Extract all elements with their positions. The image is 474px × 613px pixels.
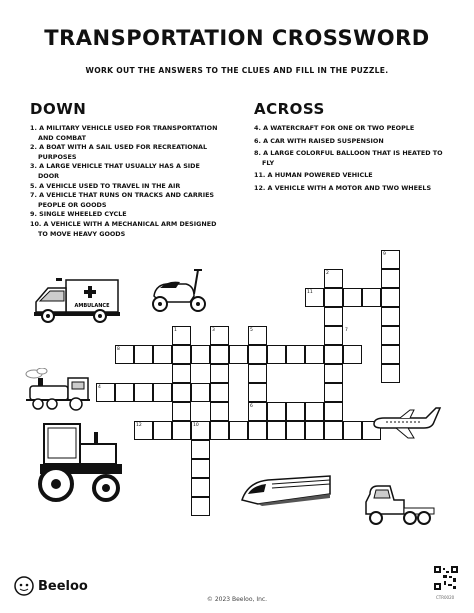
- crossword-cell[interactable]: [248, 383, 267, 402]
- crossword-cell[interactable]: [229, 345, 248, 364]
- across-heading: ACROSS: [254, 100, 325, 118]
- crossword-cell[interactable]: [267, 421, 286, 440]
- scooter-icon: [146, 266, 214, 316]
- clue-number: 8: [117, 347, 120, 352]
- crossword-cell[interactable]: [381, 364, 400, 383]
- crossword-cell[interactable]: [115, 383, 134, 402]
- crossword-cell[interactable]: [286, 421, 305, 440]
- across-clues: [254, 100, 454, 197]
- crossword-cell[interactable]: [191, 383, 210, 402]
- crossword-cell[interactable]: [305, 421, 324, 440]
- crossword-cell[interactable]: [229, 421, 248, 440]
- truck-icon: [356, 480, 436, 528]
- crossword-cell[interactable]: [324, 383, 343, 402]
- crossword-cell[interactable]: [343, 345, 362, 364]
- crossword-cell[interactable]: [324, 345, 343, 364]
- crossword-cell[interactable]: [172, 402, 191, 421]
- down-clues: [30, 100, 220, 239]
- page-title: TRANSPORTATION CROSSWORD: [44, 26, 430, 50]
- crossword-cell[interactable]: [172, 421, 191, 440]
- crossword-cell[interactable]: [210, 402, 229, 421]
- crossword-cell[interactable]: [381, 288, 400, 307]
- down-clue: 1. A MILITARY VEHICLE USED FOR TRANSPORTATION AND COMBAT: [30, 124, 218, 142]
- crossword-cell[interactable]: [172, 364, 191, 383]
- crossword-cell[interactable]: [210, 383, 229, 402]
- down-clue: 10. A VEHICLE WITH A MECHANICAL ARM DESIGNED TO MOVE HEAVY GOODS: [30, 219, 217, 238]
- airplane-icon: [370, 404, 442, 440]
- across-clue: 4. A WATERCRAFT FOR ONE OR TWO PEOPLE: [254, 124, 415, 132]
- crossword-cell[interactable]: [267, 402, 286, 421]
- across-clue: 11. A HUMAN POWERED VEHICLE: [254, 171, 373, 180]
- ambulance-label: AMBULANCE: [74, 303, 110, 309]
- crossword-cell[interactable]: [305, 345, 324, 364]
- down-clue: 2. A BOAT WITH A SAIL USED FOR RECREATIONAL PURPOSES: [30, 143, 208, 161]
- crossword-cell[interactable]: [191, 440, 210, 459]
- crossword-cell[interactable]: [343, 421, 362, 440]
- crossword-cell[interactable]: [191, 459, 210, 478]
- crossword-cell[interactable]: [324, 402, 343, 421]
- bullet-train-icon: [238, 474, 332, 508]
- clue-number: 12: [136, 423, 142, 428]
- clue-number: 2: [326, 271, 329, 276]
- crossword-cell[interactable]: [267, 345, 286, 364]
- crossword-cell[interactable]: [324, 364, 343, 383]
- clue-number: 6: [250, 404, 253, 409]
- crossword-cell[interactable]: [210, 345, 229, 364]
- train-icon: [22, 368, 94, 412]
- across-clue: 12. A VEHICLE WITH A MOTOR AND TWO WHEELS: [254, 183, 432, 192]
- clue-number: 1: [174, 328, 177, 333]
- clue-number: 7: [345, 328, 348, 333]
- crossword-cell[interactable]: [324, 288, 343, 307]
- down-clue: 5. A VEHICLE USED TO TRAVEL IN THE AIR: [30, 181, 181, 190]
- down-clue: 9. SINGLE WHEELED CYCLE: [30, 210, 127, 219]
- crossword-cell[interactable]: [153, 421, 172, 440]
- crossword-cell[interactable]: [381, 269, 400, 288]
- ambulance-icon: [26, 276, 122, 324]
- crossword-cell[interactable]: [210, 421, 229, 440]
- clue-number: 5: [250, 328, 253, 333]
- crossword-cell[interactable]: [210, 364, 229, 383]
- tractor-icon: [34, 422, 126, 502]
- bee-icon: [14, 576, 34, 596]
- copyright: © 2023 Beeloo, Inc.: [206, 596, 268, 603]
- crossword-cell[interactable]: [153, 345, 172, 364]
- crossword-cell[interactable]: [286, 402, 305, 421]
- clue-number: 10: [193, 423, 199, 428]
- crossword-cell[interactable]: [191, 478, 210, 497]
- crossword-cell[interactable]: [191, 345, 210, 364]
- crossword-cell[interactable]: [134, 345, 153, 364]
- qr-code-icon: [434, 566, 458, 590]
- across-clue: 8. A LARGE COLORFUL BALLOON THAT IS HEATED TO FLY: [254, 149, 443, 167]
- crossword-cell[interactable]: [153, 383, 172, 402]
- crossword-cell[interactable]: [324, 421, 343, 440]
- crossword-cell[interactable]: [248, 421, 267, 440]
- crossword-cell[interactable]: [381, 307, 400, 326]
- brand-name: Beeloo: [38, 578, 88, 594]
- down-heading: DOWN: [30, 100, 87, 118]
- crossword-cell[interactable]: [362, 288, 381, 307]
- crossword-cell[interactable]: [305, 402, 324, 421]
- crossword-cell[interactable]: [324, 326, 343, 345]
- down-clue: 7. A VEHICLE THAT RUNS ON TRACKS AND CARRIES PEOPLE OR GOODS: [30, 191, 215, 209]
- crossword-cell[interactable]: [172, 345, 191, 364]
- crossword-cell[interactable]: [248, 364, 267, 383]
- across-clue: 6. A CAR WITH RAISED SUSPENSION: [254, 136, 384, 145]
- crossword-cell[interactable]: [172, 383, 191, 402]
- down-clue: 3. A LARGE VEHICLE THAT USUALLY HAS A SIDE DOOR: [30, 162, 200, 180]
- crossword-cell[interactable]: [381, 326, 400, 345]
- clue-number: 9: [383, 252, 386, 257]
- crossword-cell[interactable]: [324, 307, 343, 326]
- brand-logo: [14, 576, 88, 596]
- crossword-cell[interactable]: [191, 497, 210, 516]
- worksheet-code: CTR0020: [436, 595, 455, 600]
- crossword-cell[interactable]: [286, 345, 305, 364]
- crossword-cell[interactable]: [381, 345, 400, 364]
- crossword-cell[interactable]: [343, 288, 362, 307]
- clue-number: 11: [307, 290, 313, 295]
- instructions: WORK OUT THE ANSWERS TO THE CLUES AND FILL IN THE PUZZLE.: [85, 66, 389, 75]
- clue-number: 3: [212, 328, 215, 333]
- clue-number: 4: [98, 385, 101, 390]
- crossword-cell[interactable]: [248, 345, 267, 364]
- crossword-cell[interactable]: [134, 383, 153, 402]
